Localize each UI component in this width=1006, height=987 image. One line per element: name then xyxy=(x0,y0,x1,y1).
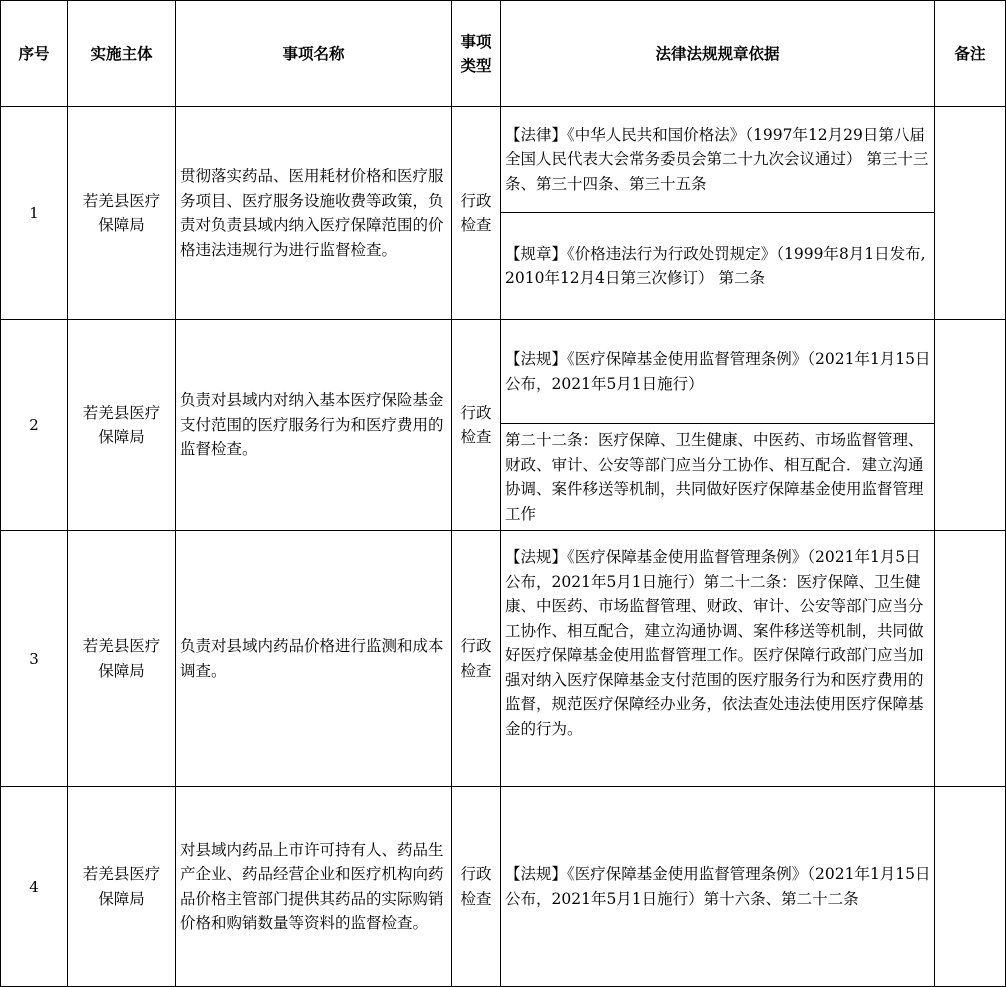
header-remarks: 备注 xyxy=(954,43,986,63)
header-basis: 法律法规规章依据 xyxy=(655,43,780,63)
row-subject: 若羌县医疗保障局 xyxy=(82,865,161,908)
row-index: 2 xyxy=(29,416,39,434)
header-subject: 实施主体 xyxy=(90,43,153,63)
row-item-name: 贯彻落实药品、医用耗材价格和医疗服务项目、医疗服务设施收费等政策，负责对负责县域内纳入医疗保障范围的价格违法违规行为进行监督检查。 xyxy=(180,167,444,259)
row-item-type: 行政检查 xyxy=(460,637,492,680)
row-index: 4 xyxy=(29,877,39,896)
row-item-name: 负责对县域内药品价格进行监测和成本调查。 xyxy=(180,637,444,680)
row-remarks xyxy=(935,787,1005,986)
row-item-name: 负责对县域内对纳入基本医疗保险基金支付范围的医疗服务行为和医疗费用的监督检查。 xyxy=(180,391,444,459)
header-item-type-line1: 事项 xyxy=(460,31,492,51)
row-basis-article: 第二十二条：医疗保障、卫生健康、中医药、市场监督管理、财政、审计、公安等部门应当分工协作、相互配合．建立沟通协调、案件移送等机制，共同做好医疗保障基金使用监督管理工作 xyxy=(505,431,924,523)
row-remarks xyxy=(935,107,1005,319)
row-remarks xyxy=(935,320,1005,530)
row-subject: 若羌县医疗保障局 xyxy=(82,637,161,680)
row-basis-regulation: 【法规】《医疗保障基金使用监督管理条例》（2021年1月5日公布，2021年5月1日施行）第二十二条：医疗保障、卫生健康、中医药、市场监督管理、财政、审计、公安等部门应当分工协作、相互配合，建立沟通协调、案件移送等机制，共同做好医疗保障基金使用监督管理工作。医疗保障行政部门应当加强对纳入医疗保障基金支付范围的医疗服务行为和医疗费用的监督，规范医疗保障经办业务，依法查处违法使用医疗保障基金的行为。 xyxy=(505,548,924,738)
header-item-type xyxy=(452,1,500,106)
row-basis-regulation: 【法规】《医疗保障基金使用监督管理条例》（2021年1月15日公布，2021年5月1日施行） xyxy=(505,350,931,393)
row-basis-regulation: 【法规】《医疗保障基金使用监督管理条例》（2021年1月15日公布，2021年5月1日施行）第十六条、第二十二条 xyxy=(505,865,931,908)
row-subject: 若羌县医疗保障局 xyxy=(82,191,161,234)
row-item-name: 对县域内药品上市许可持有人、药品生产企业、药品经营企业和医疗机构向药品价格主管部门提供其药品的实际购销价格和购销数量等资料的监督检查。 xyxy=(180,840,444,932)
row-index: 1 xyxy=(29,204,39,222)
row-item-type: 行政检查 xyxy=(460,865,492,908)
row-basis-law: 【法律】《中华人民共和国价格法》（1997年12月29日第八届全国人民代表大会常务委员会第二十九次会议通过） 第三十三条、第三十四条、第三十五条 xyxy=(505,125,929,193)
row-item-type: 行政检查 xyxy=(460,191,492,234)
header-index: 序号 xyxy=(18,43,50,63)
header-item-type-line2: 类型 xyxy=(460,55,492,75)
row-item-type: 行政检查 xyxy=(460,403,492,446)
row-basis-rule: 【规章】《价格违法行为行政处罚规定》（1999年8月1日发布, 2010年12月4日第三次修订） 第二条 xyxy=(505,244,926,287)
row-remarks xyxy=(935,531,1005,786)
header-item-name: 事项名称 xyxy=(282,43,345,63)
row-index: 3 xyxy=(29,649,39,668)
row-subject: 若羌县医疗保障局 xyxy=(82,403,161,446)
